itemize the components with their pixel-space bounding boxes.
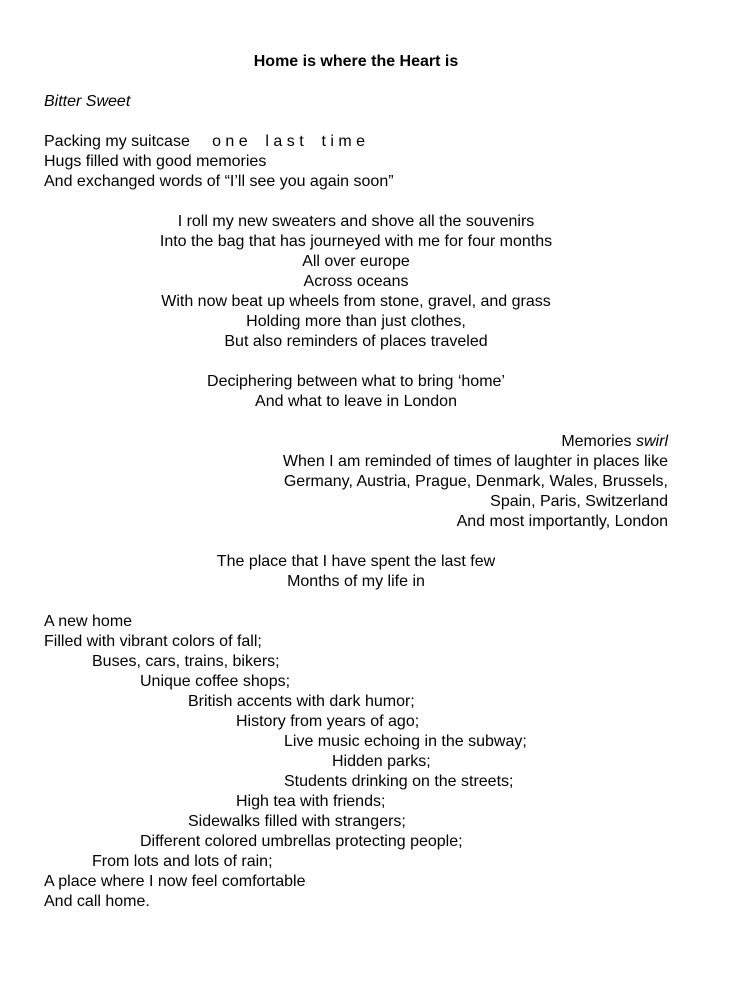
poem-line: [44, 872, 668, 892]
line-text: British accents with dark humor;: [188, 693, 415, 710]
line-text: I roll my new sweaters and shove all the souvenirs: [177, 213, 535, 230]
line-text: Unique coffee shops;: [140, 673, 291, 690]
stanza: [44, 552, 668, 592]
poem-line: [44, 272, 668, 292]
stanza: [44, 372, 668, 412]
poem-line: [44, 652, 668, 672]
poem-line: [44, 212, 668, 232]
line-text: Hidden parks;: [332, 753, 431, 770]
poem-line: [44, 312, 668, 332]
poem-line: [44, 232, 668, 252]
poem-line: [44, 372, 668, 392]
poem-line: [44, 792, 668, 812]
poem-line: [44, 612, 668, 632]
poem-line: [44, 252, 668, 272]
poem-line: [44, 392, 668, 412]
poem-line: [44, 632, 668, 652]
poem-line: [44, 152, 668, 172]
poem-line: [44, 172, 668, 192]
poem-line: [44, 692, 668, 712]
line-text: Different colored umbrellas protecting people;: [140, 833, 463, 850]
poem-line: [44, 752, 668, 772]
line-text: A place where I now feel comfortable: [44, 873, 306, 890]
poem-line: [44, 852, 668, 872]
stanza: [44, 432, 668, 532]
poem-line: [44, 292, 668, 312]
line-text: Bitter Sweet: [44, 93, 131, 110]
line-text: With now beat up wheels from stone, gravel, and grass: [161, 293, 551, 310]
line-text: History from years of ago;: [236, 713, 420, 730]
line-text: And exchanged words of “I’ll see you again soon”: [44, 173, 394, 190]
poem-line: [44, 812, 668, 832]
poem-line: [44, 472, 668, 492]
poem-line: [44, 892, 668, 912]
stanza: [44, 212, 668, 352]
poem-line: [44, 452, 668, 472]
line-text: Buses, cars, trains, bikers;: [92, 653, 280, 670]
poem-line: [44, 132, 668, 152]
poem-line: [44, 432, 668, 452]
line-text: When I am reminded of times of laughter in places like: [282, 453, 668, 470]
line-text: The place that I have spent the last few: [216, 553, 496, 570]
line-text: Across oceans: [303, 273, 409, 290]
line-text: Months of my life in: [287, 573, 425, 590]
line-text: All over europe: [302, 253, 410, 270]
line-text: And what to leave in London: [255, 393, 457, 410]
poem-title: Home is where the Heart is: [253, 53, 459, 70]
poem-body: [44, 92, 668, 912]
italic-word: swirl: [636, 433, 668, 450]
poem-line: [44, 732, 668, 752]
poem-line: [44, 92, 668, 112]
stanza: [44, 132, 668, 192]
line-text: Memories: [561, 433, 636, 450]
poem-line: [44, 672, 668, 692]
poem-line: [44, 572, 668, 592]
poem-line: [44, 552, 668, 572]
poem-line: [44, 492, 668, 512]
poem-line: [44, 712, 668, 732]
line-text: High tea with friends;: [236, 793, 386, 810]
line-text: Into the bag that has journeyed with me for four months: [159, 233, 553, 250]
line-text: Deciphering between what to bring ‘home’: [207, 373, 505, 390]
line-text: But also reminders of places traveled: [224, 333, 488, 350]
poem-line: [44, 832, 668, 852]
poem-line: [44, 512, 668, 532]
line-text: Hugs filled with good memories: [44, 153, 267, 170]
line-text: Spain, Paris, Switzerland: [490, 493, 668, 510]
stanza: [44, 612, 668, 912]
line-text: And most importantly, London: [456, 513, 668, 530]
line-text: Sidewalks filled with strangers;: [188, 813, 406, 830]
line-text: A new home: [44, 613, 133, 630]
line-text: From lots and lots of rain;: [92, 853, 273, 870]
line-text: Students drinking on the streets;: [284, 773, 514, 790]
line-text: Holding more than just clothes,: [246, 313, 466, 330]
poem-line: [44, 772, 668, 792]
line-text: Live music echoing in the subway;: [284, 733, 527, 750]
line-text: Filled with vibrant colors of fall;: [44, 633, 262, 650]
poem-line: [44, 332, 668, 352]
line-text: Germany, Austria, Prague, Denmark, Wales, Brussels,: [283, 473, 668, 490]
line-text: And call home.: [44, 893, 150, 910]
stanza: [44, 92, 668, 112]
line-text: Packing my suitcase o n e l a s t t i m e: [44, 133, 366, 150]
